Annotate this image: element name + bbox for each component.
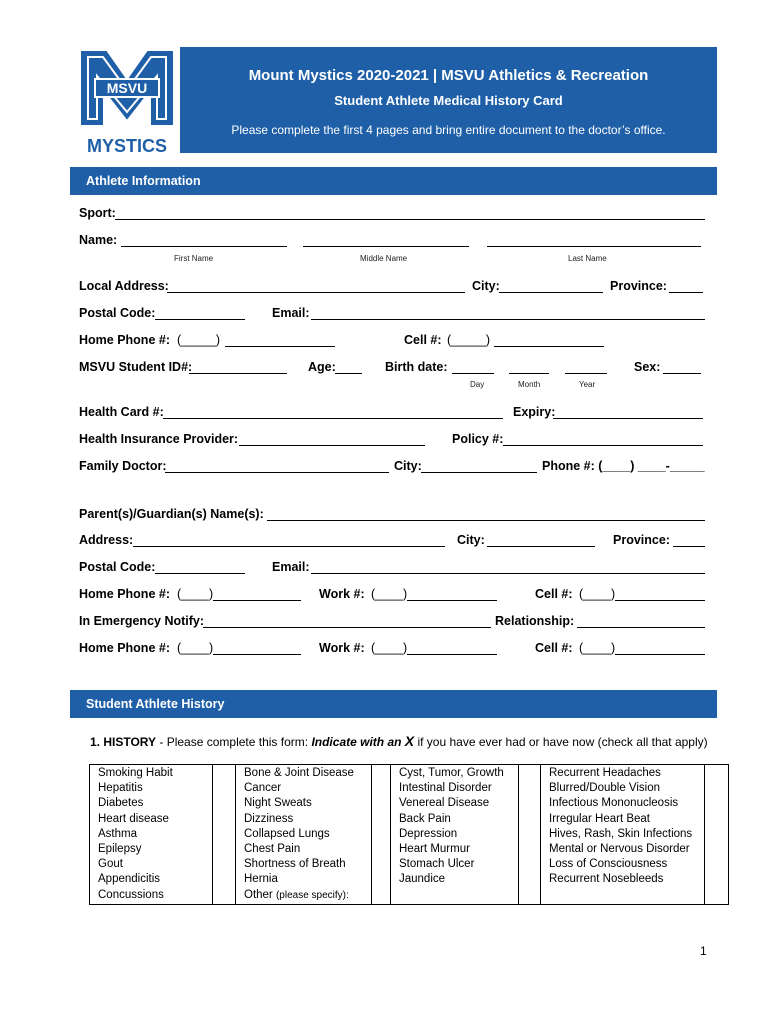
emergency-home-phone-field[interactable] <box>213 641 301 655</box>
local-address-row <box>79 279 707 297</box>
condition-item: Hernia <box>244 873 278 886</box>
history-text-1: - Please complete this form: <box>156 735 312 749</box>
condition-item: Intestinal Disorder <box>399 782 492 795</box>
emergency-work-area: (____) <box>371 641 408 655</box>
emergency-work-label: Work #: <box>319 641 365 655</box>
birth-month-field[interactable] <box>509 360 549 374</box>
logo-top-text: MSVU <box>106 80 148 96</box>
postal-email-row <box>79 306 707 324</box>
parent-home-phone-field[interactable] <box>213 587 301 601</box>
parent-address-field[interactable] <box>133 533 445 547</box>
condition-item: Gout <box>98 858 123 871</box>
condition-item: Dizziness <box>244 812 294 825</box>
age-label: Age: <box>308 360 336 374</box>
condition-item: Concussions <box>98 888 164 901</box>
page-number: 1 <box>700 944 707 958</box>
email-field[interactable] <box>311 306 705 320</box>
parent-cell-label: Cell #: <box>535 587 573 601</box>
first-name-hint: First Name <box>174 254 214 263</box>
parent-work-field[interactable] <box>407 587 497 601</box>
parent-work-area: (____) <box>371 587 408 601</box>
age-field[interactable] <box>335 360 362 374</box>
condition-item: Jaundice <box>399 873 446 886</box>
parent-postal-row <box>79 560 707 578</box>
condition-item: Heart Murmur <box>399 843 470 856</box>
condition-item: Cancer <box>244 782 282 795</box>
condition-item: Epilepsy <box>98 843 142 856</box>
parent-email-field[interactable] <box>311 560 705 574</box>
email-label: Email: <box>272 306 310 320</box>
year-hint: Year <box>579 380 596 389</box>
parent-cell-field[interactable] <box>615 587 705 601</box>
parent-cell-area: (____) <box>579 587 616 601</box>
condition-item: Recurrent Nosebleeds <box>549 873 664 886</box>
conditions-column-4 <box>541 765 705 905</box>
condition-item: Smoking Habit <box>98 767 173 779</box>
student-id-label: MSVU Student ID#: <box>79 360 193 374</box>
home-phone-label: Home Phone #: <box>79 333 170 347</box>
form-title: Mount Mystics 2020-2021 | MSVU Athletics & Recreation <box>248 67 649 84</box>
history-x-mark: X <box>404 733 415 749</box>
sport-row <box>79 206 707 224</box>
condition-item: Venereal Disease <box>399 797 490 810</box>
parent-province-field[interactable] <box>673 533 705 547</box>
city-label: City: <box>472 279 500 293</box>
phone-row <box>79 333 707 351</box>
sport-field[interactable] <box>115 206 705 220</box>
parent-postal-label: Postal Code: <box>79 560 156 574</box>
home-phone-field[interactable] <box>225 333 335 347</box>
local-address-label: Local Address: <box>79 279 169 293</box>
condition-item: Night Sweats <box>244 797 312 810</box>
checkbox-column-2[interactable] <box>372 765 391 905</box>
form-instruction: Please complete the first 4 pages and bring entire document to the doctor’s office. <box>231 123 666 137</box>
history-emphasis: Indicate with an <box>311 735 405 749</box>
history-label: HISTORY <box>103 735 157 749</box>
header-banner <box>180 47 717 153</box>
parent-home-phone-label: Home Phone #: <box>79 587 170 601</box>
emergency-cell-field[interactable] <box>615 641 705 655</box>
parent-city-label: City: <box>457 533 485 547</box>
insurance-label: Health Insurance Provider: <box>79 432 239 446</box>
postal-code-field[interactable] <box>155 306 245 320</box>
other-condition-item <box>244 888 363 903</box>
condition-item: Hives, Rash, Skin Infections <box>549 827 693 840</box>
policy-field[interactable] <box>503 432 703 446</box>
doctor-city-label: City: <box>394 459 422 473</box>
family-doctor-row <box>79 459 707 477</box>
last-name-hint: Last Name <box>568 254 607 263</box>
name-row <box>79 233 707 251</box>
sex-field[interactable] <box>663 360 701 374</box>
birth-year-field[interactable] <box>565 360 607 374</box>
history-question <box>90 733 708 749</box>
province-label: Province: <box>610 279 667 293</box>
doctor-city-field[interactable] <box>421 459 537 473</box>
insurance-field[interactable] <box>239 432 425 446</box>
health-card-field[interactable] <box>163 405 503 419</box>
sex-label: Sex: <box>634 360 661 374</box>
condition-item: Infectious Mononucleosis <box>549 797 679 810</box>
month-hint: Month <box>518 380 541 389</box>
parent-names-label: Parent(s)/Guardian(s) Name(s): <box>79 507 264 521</box>
policy-label: Policy #: <box>452 432 504 446</box>
birth-day-field[interactable] <box>452 360 494 374</box>
form-subtitle: Student Athlete Medical History Card <box>334 93 563 108</box>
id-row <box>79 360 707 378</box>
other-label: Other <box>244 888 273 901</box>
family-doctor-label: Family Doctor: <box>79 459 167 473</box>
home-phone-area: (_____) <box>177 333 221 347</box>
doctor-phone-label: Phone #: (____) ____-_____ <box>542 459 705 473</box>
family-doctor-field[interactable] <box>165 459 389 473</box>
expiry-label: Expiry: <box>513 405 556 419</box>
parent-postal-field[interactable] <box>155 560 245 574</box>
condition-item: Heart disease <box>98 812 169 825</box>
condition-item: Irregular Heart Beat <box>549 812 650 825</box>
other-note: (please specify): <box>275 889 349 901</box>
relationship-field[interactable] <box>577 614 705 628</box>
condition-item: Blurred/Double Vision <box>549 782 661 795</box>
province-field[interactable] <box>669 279 703 293</box>
parent-home-phone-area: (____) <box>177 587 214 601</box>
condition-item: Shortness of Breath <box>244 858 346 871</box>
condition-item: Cyst, Tumor, Growth <box>399 767 504 779</box>
parent-email-label: Email: <box>272 560 310 574</box>
emergency-cell-area: (____) <box>579 641 616 655</box>
condition-item: Collapsed Lungs <box>244 827 330 840</box>
condition-item: Loss of Consciousness <box>549 858 668 871</box>
postal-code-label: Postal Code: <box>79 306 156 320</box>
condition-item: Diabetes <box>98 797 144 810</box>
condition-item: Stomach Ulcer <box>399 858 475 871</box>
parent-names-field[interactable] <box>267 507 705 521</box>
condition-item: Appendicitis <box>98 873 161 886</box>
condition-item: Chest Pain <box>244 843 301 856</box>
parent-address-row <box>79 533 707 551</box>
parent-address-label: Address: <box>79 533 134 547</box>
history-number: 1. <box>90 735 101 749</box>
condition-item: Depression <box>399 827 458 840</box>
emergency-row <box>79 614 707 632</box>
city-field[interactable] <box>499 279 603 293</box>
parent-province-label: Province: <box>613 533 670 547</box>
cell-area: (_____) <box>447 333 491 347</box>
insurance-row <box>79 432 707 450</box>
emergency-field[interactable] <box>203 614 491 628</box>
local-address-field[interactable] <box>167 279 465 293</box>
condition-item: Mental or Nervous Disorder <box>549 843 690 856</box>
health-card-label: Health Card #: <box>79 405 164 419</box>
cell-field[interactable] <box>494 333 604 347</box>
condition-item: Recurrent Headaches <box>549 767 661 779</box>
section-header-history: Student Athlete History <box>70 690 717 718</box>
birth-date-label: Birth date: <box>385 360 448 374</box>
expiry-field[interactable] <box>553 405 703 419</box>
conditions-column-1 <box>90 765 213 905</box>
parent-names-row <box>79 507 707 525</box>
middle-name-field[interactable] <box>303 233 469 247</box>
cell-label: Cell #: <box>404 333 442 347</box>
emergency-phone-row <box>79 641 707 659</box>
middle-name-hint: Middle Name <box>360 254 408 263</box>
checkbox-column-4[interactable] <box>705 765 729 905</box>
msvu-mystics-logo <box>80 48 174 156</box>
condition-item: Back Pain <box>399 812 451 825</box>
emergency-label: In Emergency Notify: <box>79 614 205 628</box>
parent-city-field[interactable] <box>487 533 595 547</box>
emergency-work-field[interactable] <box>407 641 497 655</box>
conditions-column-3 <box>391 765 519 905</box>
health-card-row <box>79 405 707 423</box>
condition-item: Asthma <box>98 827 137 840</box>
condition-item: Hepatitis <box>98 782 143 795</box>
section-header-athlete-info: Athlete Information <box>70 167 717 195</box>
checkbox-column-1[interactable] <box>213 765 236 905</box>
relationship-label: Relationship: <box>495 614 575 628</box>
emergency-cell-label: Cell #: <box>535 641 573 655</box>
emergency-home-phone-label: Home Phone #: <box>79 641 170 655</box>
student-id-field[interactable] <box>189 360 287 374</box>
condition-item: Bone & Joint Disease <box>244 767 354 779</box>
emergency-home-phone-area: (____) <box>177 641 214 655</box>
day-hint: Day <box>470 380 485 389</box>
last-name-field[interactable] <box>487 233 701 247</box>
first-name-field[interactable] <box>121 233 287 247</box>
parent-phone-row <box>79 587 707 605</box>
conditions-column-2 <box>236 765 372 905</box>
checkbox-column-3[interactable] <box>519 765 541 905</box>
history-text-2: if you have ever had or have now (check all that apply) <box>414 735 708 749</box>
history-checklist-table <box>89 764 729 905</box>
logo-bottom-text: MYSTICS <box>86 136 168 156</box>
parent-work-label: Work #: <box>319 587 365 601</box>
sport-label: Sport: <box>79 206 116 220</box>
name-label: Name: <box>79 233 118 247</box>
